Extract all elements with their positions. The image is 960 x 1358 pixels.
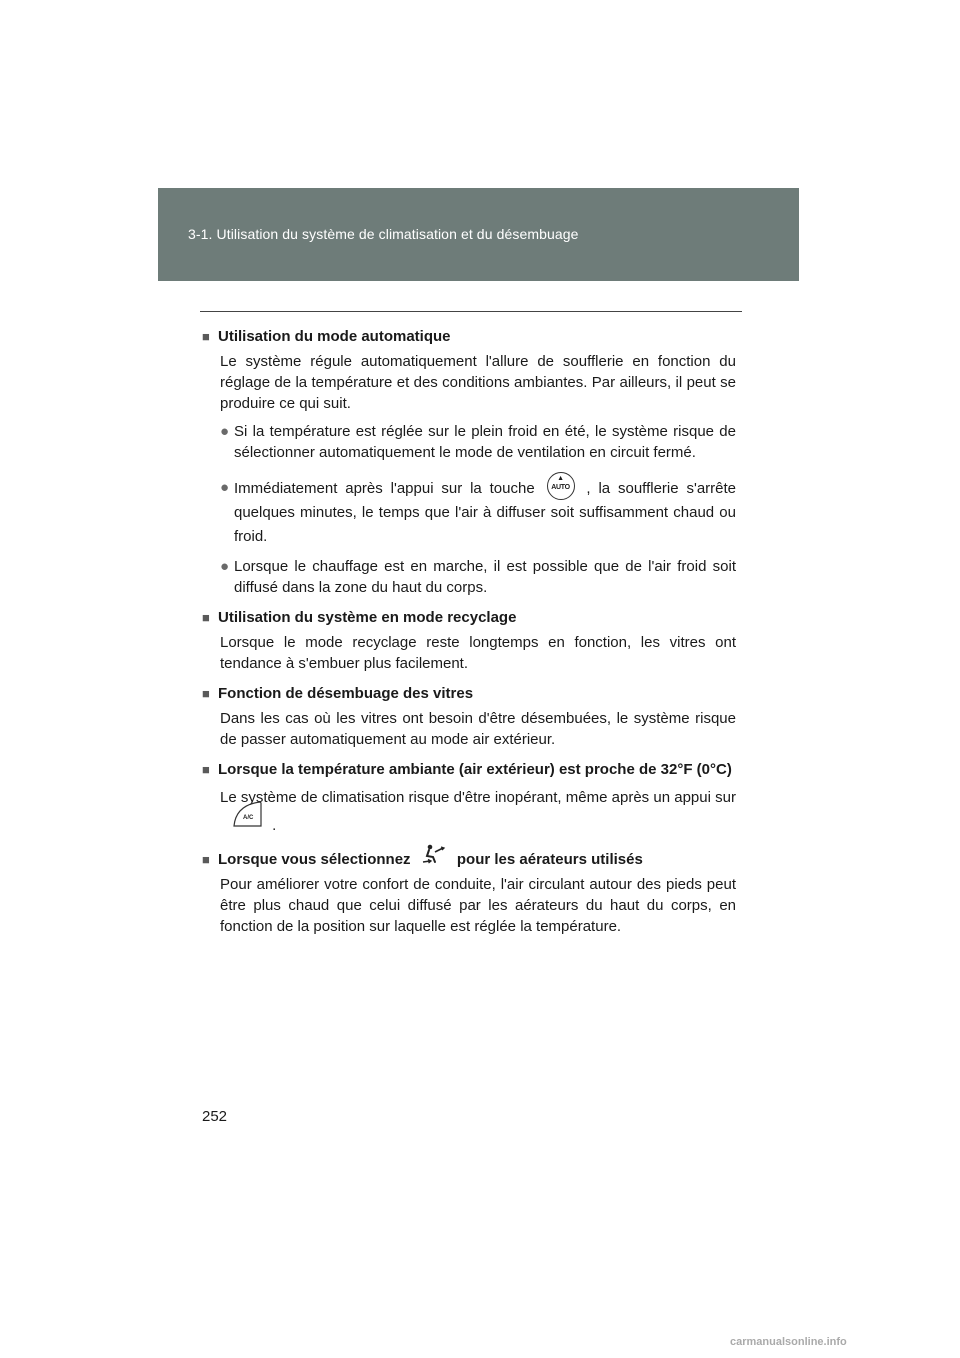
square-bullet-icon: ■ bbox=[202, 610, 210, 625]
section-paragraph: Lorsque le mode recyclage reste longtemps en fonction, les vitres ont tendance à s'embuer plus facilement. bbox=[220, 634, 736, 672]
section-defog-function bbox=[202, 683, 736, 750]
section-title bbox=[202, 683, 736, 704]
watermark: carmanualsonline.info bbox=[730, 1336, 847, 1348]
dot-bullet-icon: ● bbox=[220, 423, 230, 440]
section-paragraph bbox=[220, 784, 736, 840]
paragraph-text-after: . bbox=[272, 817, 277, 834]
section-title-text: Utilisation du mode automatique bbox=[218, 328, 451, 345]
square-bullet-icon: ■ bbox=[202, 686, 210, 701]
chapter-header-band bbox=[158, 188, 799, 281]
section-low-temperature bbox=[202, 759, 736, 840]
section-paragraph: Le système régule automatiquement l'allure de soufflerie en fonction du réglage de la température et des conditions ambiantes. Par ailleurs, il peut se produire ce qui suit. bbox=[220, 353, 736, 412]
auto-button-label: AUTO bbox=[551, 484, 570, 492]
section-title-text bbox=[218, 849, 736, 870]
section-vent-selection bbox=[202, 849, 736, 937]
chapter-title: 3-1. Utilisation du système de climatisation et du désembuage bbox=[188, 226, 579, 242]
page-number: 252 bbox=[202, 1108, 228, 1125]
dot-bullet-icon: ● bbox=[220, 558, 230, 575]
bi-level-vent-icon bbox=[421, 844, 447, 870]
bullet-text-after: , la soufflerie s'arrête quelques minutes, le temps que l'air à diffuser soit suffisamment chaud ou froid. bbox=[234, 480, 736, 545]
section-auto-mode bbox=[202, 326, 736, 598]
section-title bbox=[202, 607, 736, 628]
square-bullet-icon: ■ bbox=[202, 852, 210, 867]
section-paragraph: Dans les cas où les vitres ont besoin d'être désembuées, le système risque de passer automatiquement au mode air extérieur. bbox=[220, 710, 736, 748]
section-paragraph: Pour améliorer votre confort de conduite, l'air circulant autour des pieds peut être plus chaud que celui diffusé par les aérateurs du haut du corps, en fonction de la position sur laquelle est réglée la température. bbox=[220, 876, 736, 936]
title-text-after: pour les aérateurs utilisés bbox=[456, 851, 643, 868]
section-title-text: Fonction de désembuage des vitres bbox=[218, 685, 474, 702]
page-content bbox=[202, 326, 736, 946]
bullet-item bbox=[220, 477, 736, 549]
ac-button-icon bbox=[230, 799, 264, 839]
paragraph-text-before: Le système de climatisation risque d'être inopérant, même après un appui sur bbox=[220, 789, 736, 806]
bullet-text bbox=[234, 477, 736, 549]
auto-button-icon bbox=[547, 472, 575, 500]
section-title bbox=[202, 759, 736, 780]
bullet-item bbox=[220, 421, 736, 463]
section-divider bbox=[200, 311, 742, 312]
section-title-text: Lorsque la température ambiante (air extérieur) est proche de 32°F (0°C) bbox=[218, 761, 732, 778]
section-title-text: Utilisation du système en mode recyclage bbox=[218, 609, 517, 626]
ac-button-label: A/C bbox=[243, 815, 254, 822]
square-bullet-icon: ■ bbox=[202, 762, 210, 777]
section-title bbox=[202, 849, 736, 870]
square-bullet-icon: ■ bbox=[202, 329, 210, 344]
title-text-before: Lorsque vous sélectionnez bbox=[218, 851, 411, 868]
bullet-text: Lorsque le chauffage est en marche, il est possible que de l'air froid soit diffusé dans la zone du haut du corps. bbox=[234, 558, 736, 596]
section-title bbox=[202, 326, 736, 347]
bullet-item bbox=[220, 556, 736, 598]
dot-bullet-icon: ● bbox=[220, 479, 230, 496]
bullet-text-before: Immédiatement après l'appui sur la touche bbox=[234, 480, 535, 497]
bullet-text: Si la température est réglée sur le plein froid en été, le système risque de sélectionner automatiquement le mode de ventilation en circuit fermé. bbox=[234, 423, 736, 461]
section-recirculation-mode bbox=[202, 607, 736, 674]
auto-arrow-glyph: ▲ bbox=[557, 475, 565, 483]
